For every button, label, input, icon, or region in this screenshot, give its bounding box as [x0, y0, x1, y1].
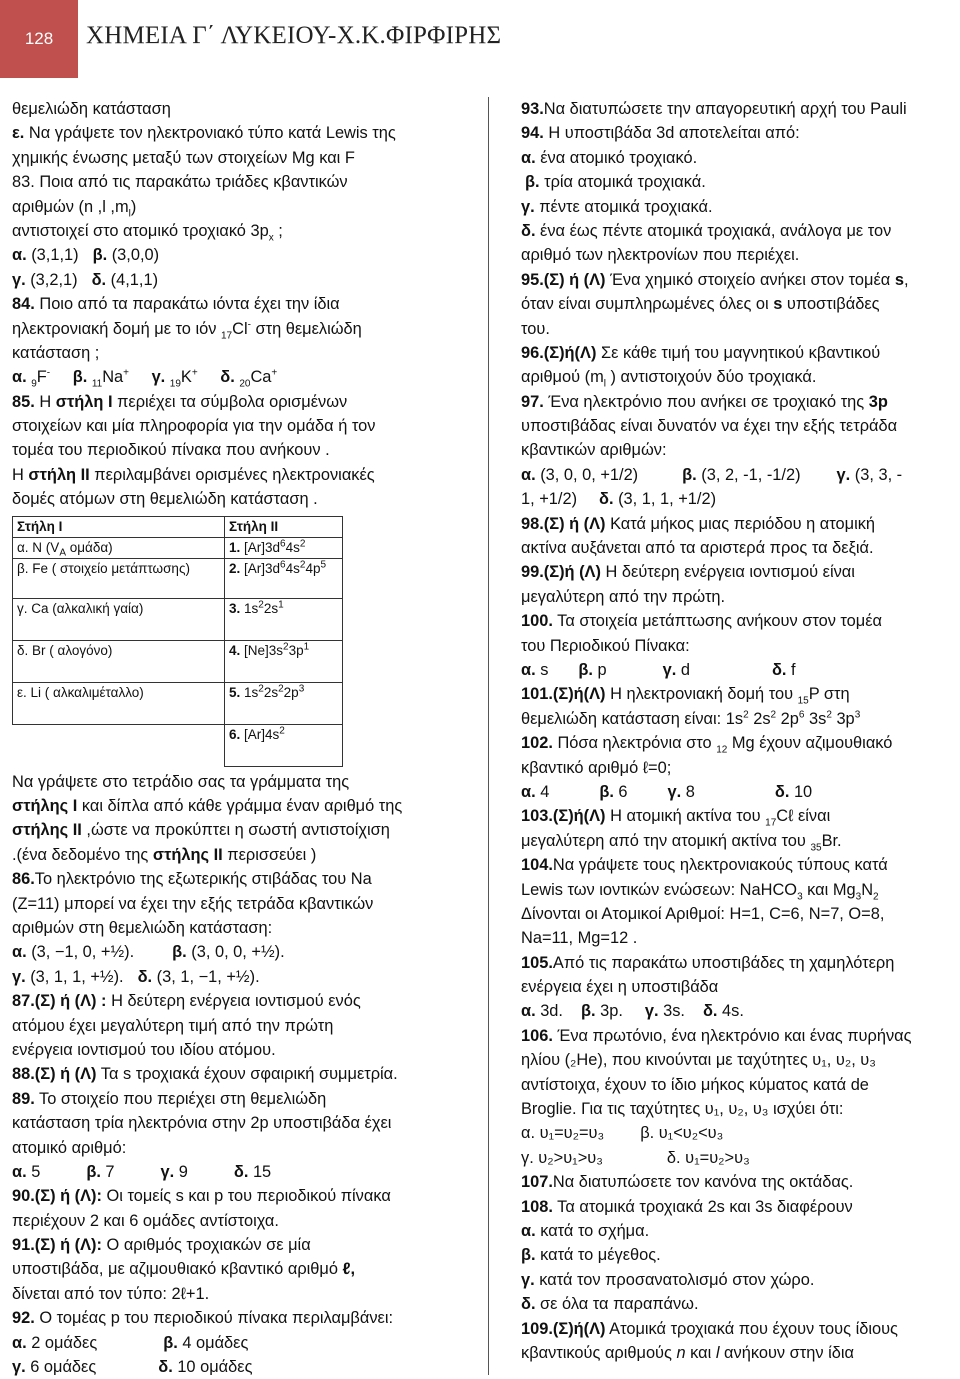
question-105: 105.Από τις παρακάτω υποστιβάδες τη χαμηλότερη — [521, 953, 895, 972]
answer-options: 1, +1/2) δ. (3, 1, 1, +1/2) — [521, 490, 717, 509]
table-row — [13, 682, 343, 724]
answer-option: β. κατά το μέγεθος. — [521, 1246, 661, 1265]
answer-options: α. 4 β. 6 γ. 8 δ. 10 — [521, 782, 813, 801]
text-line: στήλης ΙΙ ,ώστε να προκύπτει η σωστή αντιστοίχιση — [12, 821, 390, 840]
question-97: 97. Ένα ηλεκτρόνιο που ανήκει σε τροχιακό της 3p — [521, 392, 888, 411]
table-cell: γ. Ca (αλκαλική γαία) — [13, 598, 225, 640]
text-line: ατόμου έχει μεγαλύτερη τιμή από την πρώτη — [12, 1016, 334, 1035]
text-line: τομέα του περιοδικού πίνακα που ανήκουν . — [12, 441, 330, 460]
text-line: ηλίου (₂He), που κινούνται με ταχύτητες υ₁, υ₂, υ₃ — [521, 1051, 876, 1070]
answer-options: α. (3,1,1) β. (3,0,0) — [12, 246, 160, 265]
text-line: θεμελιώδη κατάσταση — [12, 100, 171, 118]
question-109: 109.(Σ)ή(Λ) Ατομικά τροχιακά που έχουν τους ίδιους — [521, 1319, 898, 1338]
question-100: 100. Τα στοιχεία μετάπτωσης ανήκουν στον τομέα — [521, 612, 883, 631]
question-93: 93.Να διατυπώσετε την απαγορευτική αρχή του Pauli — [521, 100, 907, 118]
table-row — [13, 724, 343, 766]
table-cell-empty — [13, 724, 225, 766]
question-101: 101.(Σ)ή(Λ) Η ηλεκτρονιακή δομή του $_{15}$P στη — [521, 685, 850, 707]
table-cell: δ. Br ( αλογόνο) — [13, 640, 225, 682]
question-108: 108. Τα ατομικά τροχιακά 2s και 3s διαφέρουν — [521, 1197, 853, 1216]
table-row — [13, 598, 343, 640]
answer-options: α. 2 ομάδες β. 4 ομάδες — [12, 1333, 249, 1352]
column-divider — [488, 97, 489, 1375]
table-row — [13, 558, 343, 598]
question-86: 86.Το ηλεκτρόνιο της εξωτερικής στιβάδας του Na — [12, 870, 372, 889]
question-98: 98.(Σ) ή (Λ) Κατά μήκος μιας περιόδου η ατομική — [521, 514, 876, 533]
table-cell: ε. Li ( αλκαλιμέταλλο) — [13, 682, 225, 724]
page-number: 128 — [0, 0, 78, 78]
question-88: 88.(Σ) ή (Λ) Τα s τροχιακά έχουν σφαιρική συμμετρία. — [12, 1065, 398, 1084]
question-89: 89. Το στοιχείο που περιέχει στη θεμελιώδη — [12, 1089, 327, 1108]
text-line: ηλεκτρονιακή δομή με το ιόν $_{17}$Cl- στη θεμελιώδη — [12, 319, 362, 341]
answer-option: γ. πέντε ατομικά τροχιακά. — [521, 197, 713, 216]
text-line: Na=11, Mg=12 . — [521, 929, 638, 948]
question-87: 87.(Σ) ή (Λ) : Η δεύτερη ενέργεια ιοντισμού ενός — [12, 992, 361, 1011]
text-line: κβαντικούς αριθμούς n και l ανήκουν στην ίδια — [521, 1343, 855, 1362]
text-line: .(ένα δεδομένο της στήλης ΙΙ περισσεύει ) — [12, 845, 317, 864]
text-line: ακτίνα αυξάνεται από τα αριστερά προς τα δεξιά. — [521, 539, 874, 558]
question-90: 90.(Σ) ή (Λ): Οι τομείς s και p του περιοδικού πίνακα — [12, 1187, 391, 1206]
text-line: μεγαλύτερη από την ατομική ακτίνα του $_{35}$Br. — [521, 831, 842, 853]
table-cell: 6. $[Ar]4s^2$ — [225, 724, 343, 766]
question-104: 104.Να γράψετε τους ηλεκτρονιακούς τύπους κατά — [521, 856, 888, 875]
text-line: μεγαλύτερη από την πρώτη. — [521, 587, 726, 606]
answer-option: α. ένα ατομικό τροχιακό. — [521, 148, 698, 167]
table-cell: 2. $[Ar]3d^64s^24p^5$ — [225, 558, 343, 598]
question-92: 92. Ο τομέας p του περιοδικού πίνακα περιλαμβάνει: — [12, 1309, 394, 1328]
text-line: ενέργεια έχει η υποστιβάδα — [521, 978, 719, 997]
text-line: υποστιβάδα, με αζιμουθιακό κβαντικό αριθμό ℓ, — [12, 1260, 356, 1279]
answer-options: γ. (3, 1, 1, +½). δ. (3, 1, −1, +½). — [12, 967, 260, 986]
text-line: ατομικό αριθμό: — [12, 1138, 127, 1157]
text-line: ενέργεια ιοντισμού του ιδίου ατόμου. — [12, 1040, 276, 1059]
answer-option: δ. σε όλα τα παραπάνω. — [521, 1295, 699, 1314]
answer-options: γ. υ₂>υ₁>υ₃ δ. υ₁=υ₂>υ₃ — [521, 1148, 750, 1167]
text-line: Δίνονται οι Ατομικοί Αριθμοί: H=1, C=6, N=7, O=8, — [521, 904, 885, 923]
text-line: Lewis των ιοντικών ενώσεων: NaHCO$_3$ και $Mg_3N_2$ — [521, 880, 879, 902]
text-line: κατάσταση ; — [12, 343, 100, 362]
answer-options: α. s β. p γ. d δ. f — [521, 660, 796, 679]
question-83: 83. Ποια από τις παρακάτω τριάδες κβαντικών — [12, 173, 348, 192]
text-line: του Περιοδικού Πίνακα: — [521, 636, 690, 655]
table-header-row — [13, 516, 343, 537]
text-line: αντιστοιχεί στο ατομικό τροχιακό $3p_x$ ; — [12, 221, 283, 244]
question-107: 107.Να διατυπώσετε τον κανόνα της οκτάδας. — [521, 1173, 854, 1192]
right-column — [521, 97, 960, 1365]
table-row — [13, 640, 343, 682]
text-line: στοιχείων και μία πληροφορία για την ομάδα ή τον — [12, 417, 376, 436]
question-102: 102. Πόσα ηλεκτρόνια στο $_{12}$ Mg έχουν αζιμουθιακό — [521, 734, 893, 756]
answer-options: α. 3d. β. 3p. γ. 3s. δ. 4s. — [521, 1002, 744, 1021]
answer-options: α. υ₁=υ₂=υ₃ β. υ₁<υ₂<υ₃ — [521, 1124, 724, 1143]
question-106: 106. Ένα πρωτόνιο, ένα ηλεκτρόνιο και ένας πυρήνας — [521, 1026, 912, 1045]
text-line: κβαντικό αριθμό ℓ=0; — [521, 758, 672, 777]
answer-options: γ. 6 ομάδες δ. 10 ομάδες — [12, 1358, 253, 1377]
text-line: κατάσταση τρία ηλεκτρόνια στην 2p υποστιβάδα έχει — [12, 1114, 392, 1133]
answer-options: γ. (3,2,1) δ. (4,1,1) — [12, 270, 159, 289]
text-line: αριθμού ($m_l$ ) αντιστοιχούν δύο τροχιακά. — [521, 368, 817, 390]
answer-option: β. τρία ατομικά τροχιακά. — [525, 173, 706, 192]
table-header-cell: Στήλη ΙΙ — [225, 516, 343, 537]
text-line: αριθμών (n ,l $,m_l$) — [12, 197, 137, 219]
answer-options: α. (3, 0, 0, +1/2) β. (3, 2, -1, -1/2) γ. (3, 3, - — [521, 465, 903, 484]
text-line: αριθμό των ηλεκτρονίων που περιέχει. — [521, 246, 800, 265]
question-96: 96.(Σ)ή(Λ) Σε κάθε τιμή του μαγνητικού κβαντικού — [521, 343, 881, 362]
table-cell: β. Fe ( στοιχείο μετάπτωσης) — [13, 558, 225, 598]
table-cell: 1. $[Ar]3d^64s^2$ — [225, 537, 343, 558]
text-line: υποστιβάδας είναι δυνατόν να έχει την εξής τετράδα — [521, 417, 898, 436]
text-line: στήλης Ι και δίπλα από κάθε γράμμα έναν αριθμό της — [12, 797, 403, 816]
question-94: 94. Η υποστιβάδα 3d αποτελείται από: — [521, 124, 800, 143]
question-99: 99.(Σ)ή (Λ) Η δεύτερη ενέργεια ιοντισμού είναι — [521, 563, 855, 582]
text-line: κβαντικών αριθμών: — [521, 441, 667, 460]
answer-options: α. $_9$F- β. $_{11}$Na+ γ. $_{19}$K+ δ. $_{20}$Ca+ — [12, 367, 278, 390]
left-column — [12, 97, 468, 1379]
text-line: ε. Να γράψετε τον ηλεκτρονιακό τύπο κατά Lewis της — [12, 124, 396, 143]
table-cell: 4. $[Ne]3s^23p^1$ — [225, 640, 343, 682]
text-line: θεμελιώδη κατάσταση είναι: $1s^2$ $2s^2$ $2p^6$ $3s^2$ $3p^3$ — [521, 709, 861, 728]
answer-options: α. (3, −1, 0, +½). β. (3, 0, 0, +½). — [12, 943, 285, 962]
text-line: Να γράψετε στο τετράδιο σας τα γράμματα της — [12, 772, 350, 791]
table-cell: 5. $1s^22s^22p^3$ — [225, 682, 343, 724]
text-line: Broglie. Για τις ταχύτητες υ₁, υ₂, υ₃ ισχύει ότι: — [521, 1100, 844, 1119]
text-line: αντίστοιχα, έχουν το ίδιο μήκος κύματος κατά de — [521, 1075, 869, 1094]
answer-option: γ. κατά τον προσανατολισμό στον χώρο. — [521, 1270, 815, 1289]
text-line: χημικής ένωσης μεταξύ των στοιχείων Mg και F — [12, 148, 355, 167]
text-line: περιέχουν 2 και 6 ομάδες αντίστοιχα. — [12, 1211, 279, 1230]
question-95: 95.(Σ) ή (Λ) Ένα χημικό στοιχείο ανήκει στον τομέα s, — [521, 270, 909, 289]
question-91: 91.(Σ) ή (Λ): Ο αριθμός τροχιακών σε μία — [12, 1236, 311, 1255]
answer-option: δ. ένα έως πέντε ατομικά τροχιακά, ανάλογα με τον — [521, 221, 892, 240]
question-103: 103.(Σ)ή(Λ) Η ατομική ακτίνα του $_{17}$Cℓ είναι — [521, 807, 831, 829]
table-cell: 3. $1s^22s^1$ — [225, 598, 343, 640]
matching-table — [12, 516, 343, 767]
table-row — [13, 537, 343, 558]
table-cell: α. N ($V_A$ ομάδα) — [13, 537, 225, 558]
question-84: 84. Ποιο από τα παρακάτω ιόντα έχει την ίδια — [12, 295, 340, 314]
text-line: όταν είναι συμπληρωμένες όλες οι s υποστιβάδες — [521, 295, 880, 314]
answer-option: α. κατά το σχήμα. — [521, 1221, 650, 1240]
text-line: (Z=11) μπορεί να έχει την εξής τετράδα κβαντικών — [12, 894, 374, 913]
text-line: Η στήλη ΙΙ περιλαμβάνει ορισμένες ηλεκτρονιακές — [12, 465, 375, 484]
text-line: του. — [521, 319, 550, 338]
question-85: 85. Η στήλη Ι περιέχει τα σύμβολα ορισμένων — [12, 392, 348, 411]
text-line: αριθμών στη θεμελιώδη κατάσταση: — [12, 918, 273, 937]
answer-options: α. 5 β. 7 γ. 9 δ. 15 — [12, 1162, 272, 1181]
page-title: ΧΗΜΕΙΑ Γ΄ ΛΥΚΕΙΟΥ-Χ.Κ.ΦΙΡΦΙΡΗΣ — [86, 22, 502, 49]
table-header-cell: Στήλη Ι — [13, 516, 225, 537]
text-line: δομές ατόμων στη θεμελιώδη κατάσταση . — [12, 490, 318, 509]
text-line: δίνεται από τον τύπο: 2ℓ+1. — [12, 1284, 210, 1303]
